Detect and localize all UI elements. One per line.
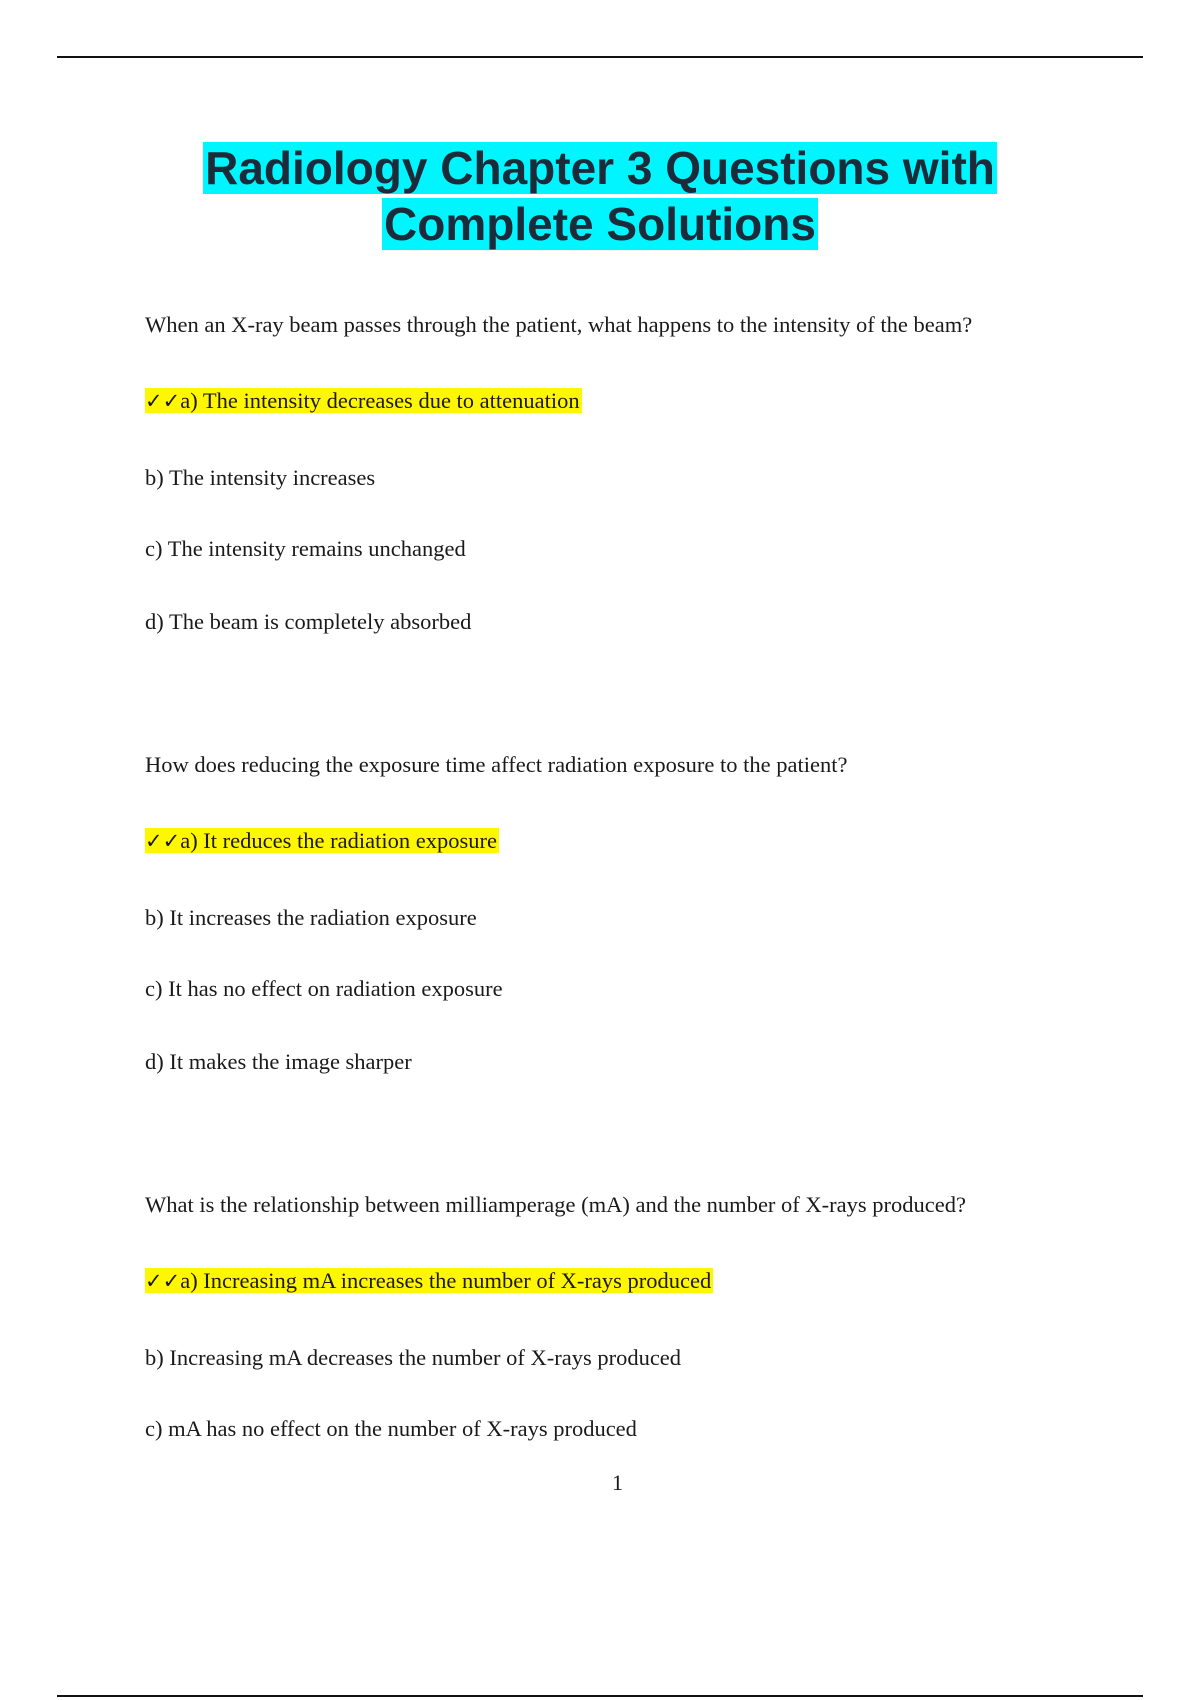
question-1-option-b: b) The intensity increases [145, 465, 376, 490]
correct-answer-label: a) The intensity decreases due to attenuation [180, 388, 580, 413]
checkmark-icon: ✓✓ [145, 829, 181, 853]
question-2-option-c: c) It has no effect on radiation exposure [145, 976, 503, 1001]
question-3-correct-answer [145, 1266, 713, 1296]
question-1-text: When an X-ray beam passes through the patient, what happens to the intensity of the beam? [145, 312, 973, 337]
header-rule [57, 56, 1143, 58]
title-line-1: Radiology Chapter 3 Questions with [205, 142, 995, 194]
question-3-option-c: c) mA has no effect on the number of X-rays produced [145, 1416, 637, 1441]
correct-answer-label: a) It reduces the radiation exposure [180, 828, 497, 853]
footer-rule [57, 1695, 1143, 1697]
question-2-correct-answer [145, 826, 499, 856]
correct-answer-label: a) Increasing mA increases the number of X-rays produced [180, 1268, 712, 1293]
correct-answer-highlight [145, 1268, 713, 1293]
correct-answer-highlight [145, 388, 582, 413]
question-2-text: How does reducing the exposure time affect radiation exposure to the patient? [145, 752, 848, 777]
correct-answer-highlight [145, 828, 499, 853]
title-line-2: Complete Solutions [384, 198, 816, 250]
question-2-option-b: b) It increases the radiation exposure [145, 905, 477, 930]
question-2-option-d: d) It makes the image sharper [145, 1049, 412, 1074]
checkmark-icon: ✓✓ [145, 1269, 181, 1293]
checkmark-icon: ✓✓ [145, 389, 181, 413]
question-1-option-c: c) The intensity remains unchanged [145, 536, 466, 561]
page-number: 1 [612, 1470, 623, 1495]
question-1-correct-answer [145, 386, 582, 416]
question-3-option-b: b) Increasing mA decreases the number of X-rays produced [145, 1345, 682, 1370]
question-3-text: What is the relationship between milliamperage (mA) and the number of X-rays produced? [145, 1192, 966, 1217]
document-title [0, 140, 1200, 252]
question-1-option-d: d) The beam is completely absorbed [145, 609, 472, 634]
